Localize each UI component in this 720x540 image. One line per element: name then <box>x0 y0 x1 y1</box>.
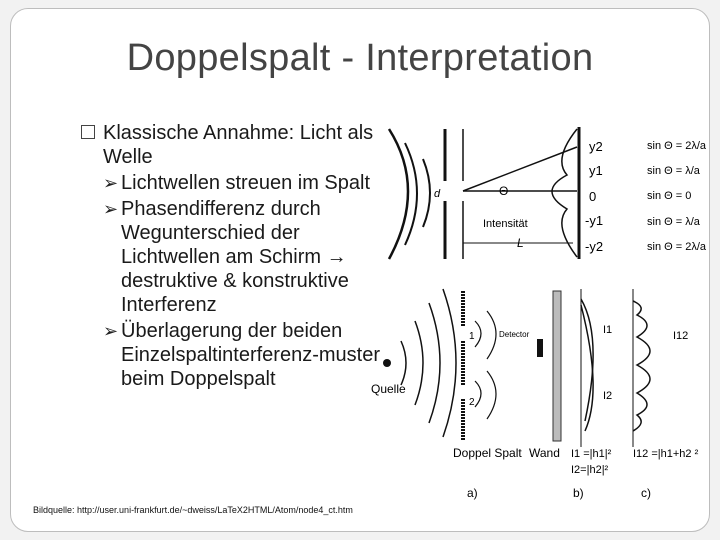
wall-label: Wand <box>529 446 560 460</box>
I12-formula: I12 =|h1+h2 ² <box>633 448 699 460</box>
y-label: -y2 <box>585 239 604 254</box>
condition-label: sin Θ = 0 <box>647 190 692 202</box>
double-slit-diagram <box>371 281 710 503</box>
checkbox-bullet-icon <box>81 125 95 139</box>
source-label: Quelle <box>371 382 406 396</box>
slide-title: Doppelspalt - Interpretation <box>126 37 594 79</box>
arrow-bullet-icon: ➢ <box>103 199 119 219</box>
y-label: y2 <box>589 139 603 154</box>
condition-label: sin Θ = 2λ/a <box>647 241 707 253</box>
double-slit-label: Doppel Spalt <box>453 446 522 460</box>
I12-label: I12 <box>673 330 689 342</box>
y-label: y1 <box>589 163 603 178</box>
I1-formula: I1 =|h1|² <box>571 448 612 460</box>
slit1-label: 1 <box>469 331 475 342</box>
single-slit-diagram <box>367 119 710 274</box>
theta-label: Θ <box>499 184 509 198</box>
I2-label: I2 <box>603 390 613 402</box>
bullet-list <box>81 121 381 391</box>
condition-label: sin Θ = 2λ/a <box>647 140 707 152</box>
arrow-bullet-icon: ➢ <box>103 321 119 341</box>
sub-bullet-text: Lichtwellen streuen im Spalt <box>121 172 371 194</box>
condition-label: sin Θ = λ/a <box>647 216 700 228</box>
arrow-bullet-icon: ➢ <box>103 173 119 193</box>
panel-label-b: b) <box>573 486 584 500</box>
intensity-label: Intensität <box>483 218 528 230</box>
I2-formula: I2=|h2|² <box>571 464 609 476</box>
panel-label-a: a) <box>467 486 478 500</box>
slit2-label: 2 <box>469 397 475 408</box>
y-label: -y1 <box>585 213 604 228</box>
detector-label: Detector <box>499 330 530 339</box>
I1-label: I1 <box>603 324 613 336</box>
sub-bullet-1 <box>81 171 381 195</box>
slide <box>10 8 710 532</box>
sub-bullet-text: Phasendifferenz durch Wegunterschied der Lichtwellen am Schirm → destruktive & konstruktive Interferenz <box>121 198 349 316</box>
bullet-main-text: Klassische Annahme: Licht als Welle <box>103 122 374 168</box>
sub-bullet-text: Überlagerung der beiden Einzelspaltinterferenz-muster beim Doppelspalt <box>121 320 380 390</box>
d-label: d <box>434 188 441 200</box>
y-label: 0 <box>589 189 597 204</box>
panel-label-c: c) <box>641 486 651 500</box>
sub-bullet-3 <box>81 319 381 391</box>
sub-bullet-2 <box>81 197 381 317</box>
image-source-caption: Bildquelle: http://user.uni-frankfurt.de/~dweiss/LaTeX2HTML/Atom/node4_ct.htm <box>33 505 353 515</box>
bullet-main <box>81 121 381 169</box>
condition-label: sin Θ = λ/a <box>647 165 700 177</box>
L-label: L <box>517 236 524 250</box>
